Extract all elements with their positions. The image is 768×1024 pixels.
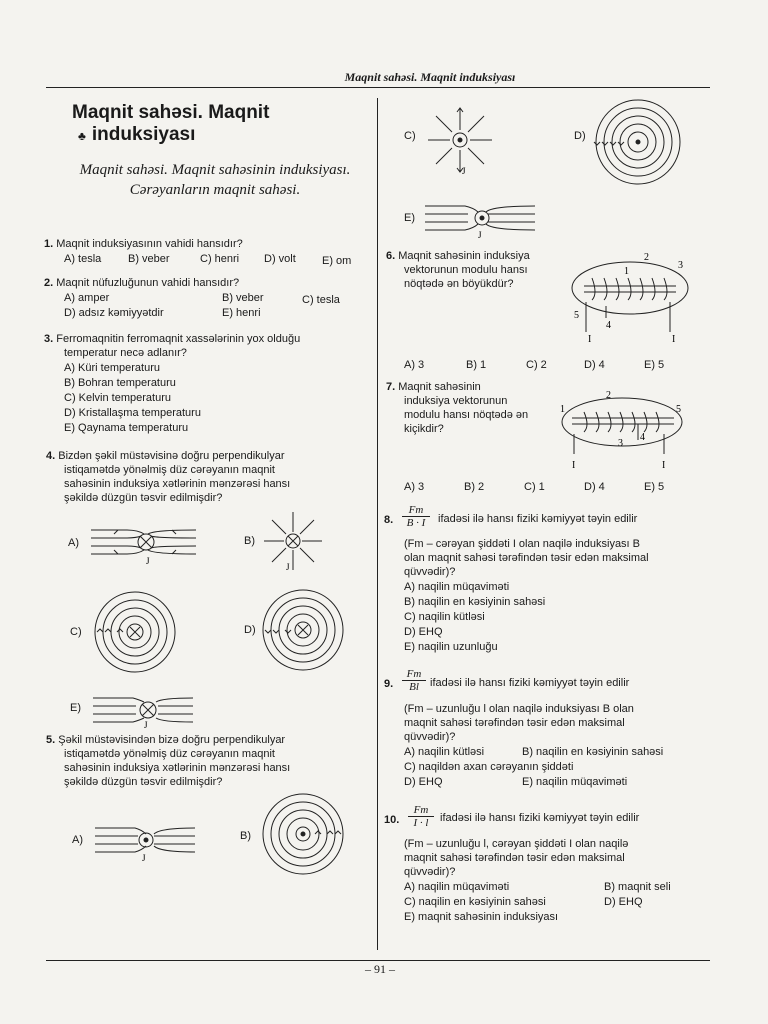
q9-formula: $\frac{Fm}{Bl}$ — [402, 668, 426, 693]
q2-option-e: E) henri — [222, 307, 261, 319]
q6-option-e: E) 5 — [644, 359, 665, 371]
q7-option-b: B) 2 — [464, 481, 485, 493]
q10-note-line-1: (Fm – uzunluğu l, cərəyan şiddəti I olan naqilə — [404, 838, 629, 850]
q1-option-d: D) volt — [264, 253, 296, 265]
q10-option-e: E) maqnit sahəsinin induksiyası — [404, 911, 559, 923]
q4-stem-line-4: şəkildə düzgün təsvir edilmişdir? — [64, 492, 223, 504]
q1-option-b: B) veber — [128, 253, 170, 265]
q2-option-d: D) adsız kəmiyyətdir — [64, 307, 164, 319]
q5-figure-a — [90, 814, 202, 864]
q9-note-line-2: maqnit sahəsi tərəfindən təsir edən maksimal — [404, 717, 625, 729]
column-divider — [377, 98, 378, 950]
svg-text:I: I — [662, 460, 666, 471]
q10-option-c: C) naqilin en kəsiyinin sahəsi — [404, 896, 546, 908]
q7-option-a: A) 3 — [404, 481, 425, 493]
q6-stem-line-2: vektorunun modulu hansı — [404, 264, 528, 276]
q4-figure-a — [86, 516, 206, 566]
q6-point-4: 4 — [606, 320, 611, 331]
q8-formula: $\frac{Fm}{B \cdot I}$ — [402, 504, 430, 529]
q6-point-1: 1 — [624, 266, 629, 277]
q3-option-d: D) Kristallaşma temperaturu — [64, 407, 201, 419]
q10-option-a: A) naqilin müqaviməti — [404, 881, 510, 893]
q9-option-a: A) naqilin kütləsi — [404, 746, 485, 758]
q3-option-b: B) Bohran temperaturu — [64, 377, 176, 389]
svg-text:I: I — [672, 334, 676, 344]
q8-option-b: B) naqilin en kəsiyinin sahəsi — [404, 596, 546, 608]
q9-note-line-3: qüvvədir)? — [404, 731, 456, 743]
q9-option-d: D) EHQ — [404, 776, 443, 788]
q10-option-d: D) EHQ — [604, 896, 643, 908]
chapter-title — [72, 102, 362, 147]
q8-option-d: D) EHQ — [404, 626, 443, 638]
q6-point-5: 5 — [574, 310, 579, 321]
q4-figure-c — [90, 590, 180, 680]
q8-note-line-2: olan maqnit sahəsi tərəfindən təsir edən maksimal — [404, 552, 649, 564]
q2-option-b: B) veber — [222, 292, 264, 304]
q7-option-e: E) 5 — [644, 481, 665, 493]
svg-text:I: I — [588, 334, 592, 344]
q5-label-d: D) — [574, 130, 586, 142]
title-marker: ♣ — [78, 129, 86, 143]
q7-stem-line-1: 7. Maqnit sahəsinin — [386, 381, 481, 393]
q2-stem: 2. Maqnit nüfuzluğunun vahidi hansıdır? — [44, 277, 240, 289]
q5-label-b: B) — [240, 830, 251, 842]
q4-label-e: E) — [70, 702, 81, 714]
q1-option-c: C) henri — [200, 253, 240, 265]
q7-stem-line-4: kiçikdir? — [404, 423, 444, 435]
q6-option-c: C) 2 — [526, 359, 547, 371]
q6-option-a: A) 3 — [404, 359, 425, 371]
q5-stem-line-3: sahəsinin induksiya xətlərinin mənzərəsi hansı — [64, 762, 291, 774]
q7-option-d: D) 4 — [584, 481, 605, 493]
q8-number: 8. — [384, 514, 394, 526]
q5-stem-line-2: istiqamətdə yönəlmiş düz cərəyanın maqnit — [64, 748, 275, 760]
q6-option-d: D) 4 — [584, 359, 605, 371]
q9-option-e: E) naqilin müqaviməti — [522, 776, 628, 788]
svg-text:J: J — [478, 230, 482, 240]
q10-stem: ifadəsi ilə hansı fiziki kəmiyyət təyin edilir — [440, 812, 640, 824]
q4-label-a: A) — [68, 537, 79, 549]
q10-formula: $\frac{Fm}{I \cdot l}$ — [408, 804, 434, 829]
q5-figure-c — [424, 104, 496, 176]
q3-stem-line-1: 3. Ferromaqnitin ferromaqnit xassələrinin yox olduğu — [44, 333, 301, 345]
q7-stem-line-3: modulu hansı nöqtədə ən — [404, 409, 529, 421]
q7-point-3: 3 — [618, 438, 623, 449]
q8-note-line-3: qüvvədir)? — [404, 566, 456, 578]
q7-solenoid-figure — [556, 384, 690, 474]
q9-note-line-1: (Fm – uzunluğu l olan naqilə induksiyası B olan — [404, 703, 634, 715]
q8-stem: ifadəsi ilə hansı fiziki kəmiyyət təyin edilir — [438, 513, 638, 525]
q7-point-5: 5 — [676, 404, 681, 415]
svg-text:J: J — [286, 562, 290, 572]
q4-stem-line-2: istiqamətdə yönəlmiş düz cərəyanın maqnit — [64, 464, 275, 476]
q4-label-b: B) — [244, 535, 255, 547]
page-number: – 91 – — [365, 962, 395, 976]
q8-option-e: E) naqilin uzunluğu — [404, 641, 498, 653]
q10-number: 10. — [384, 814, 400, 826]
svg-text:J: J — [462, 166, 466, 176]
q8-option-a: A) naqilin müqaviməti — [404, 581, 510, 593]
q2-option-c: C) tesla — [302, 294, 340, 306]
q8-note-line-1: (Fm – cərəyan şiddəti I olan naqilə induksiyası B — [404, 538, 641, 550]
q10-option-b: B) maqnit seli — [604, 881, 671, 893]
q5-stem-line-4: şəkildə düzgün təsvir edilmişdir? — [64, 776, 223, 788]
q5-figure-d — [592, 96, 684, 188]
q10-note-line-3: qüvvədir)? — [404, 866, 456, 878]
q6-stem-line-1: 6. Maqnit sahəsinin induksiya — [386, 250, 530, 262]
q1-option-a: A) tesla — [64, 253, 102, 265]
q7-point-2: 2 — [606, 390, 611, 401]
q6-solenoid-figure — [566, 248, 696, 344]
q5-label-a: A) — [72, 834, 83, 846]
q7-point-4: 4 — [640, 432, 645, 443]
q4-figure-b — [262, 510, 324, 572]
q5-figure-e — [420, 194, 540, 240]
q7-point-1: 1 — [560, 404, 565, 415]
q7-stem-line-2: induksiya vektorunun — [404, 395, 508, 407]
q4-stem-line-3: sahəsinin induksiya xətlərinin mənzərəsi hansı — [64, 478, 291, 490]
q4-figure-d — [258, 588, 348, 678]
q9-option-b: B) naqilin en kəsiyinin sahəsi — [522, 746, 664, 758]
q7-option-c: C) 1 — [524, 481, 545, 493]
header-rule — [46, 87, 710, 88]
q10-note-line-2: maqnit sahəsi tərəfindən təsir edən maksimal — [404, 852, 625, 864]
q9-number: 9. — [384, 678, 394, 690]
section-subtitle: Maqnit sahəsi. Maqnit sahəsinin induksiyası. Cərəyanların maqnit sahəsi. — [79, 162, 351, 198]
q4-figure-e — [88, 684, 198, 730]
title-line-2: induksiyası — [91, 124, 196, 145]
q4-stem-line-1: 4. Bizdən şəkil müstəvisinə doğru perpendikulyar — [46, 450, 285, 462]
svg-text:I: I — [572, 460, 576, 471]
q5-stem-line-1: 5. Şəkil müstəvisindən bizə doğru perpendikulyar — [46, 734, 286, 746]
q3-stem-line-2: temperatur necə adlanır? — [64, 347, 187, 359]
q8-option-c: C) naqilin kütləsi — [404, 611, 485, 623]
q6-point-2: 2 — [644, 252, 649, 263]
q4-label-c: C) — [70, 626, 82, 638]
title-line-1: Maqnit sahəsi. Maqnit — [72, 102, 270, 123]
footer-rule — [46, 960, 710, 961]
q3-option-e: E) Qaynama temperaturu — [64, 422, 189, 434]
q4-label-d: D) — [244, 624, 256, 636]
q1-option-e: E) om — [322, 255, 352, 267]
svg-text:J: J — [144, 720, 148, 730]
q3-option-c: C) Kelvin temperaturu — [64, 392, 171, 404]
q6-stem-line-3: nöqtədə ən böyükdür? — [404, 278, 514, 290]
q2-option-a: A) amper — [64, 292, 110, 304]
running-head: Maqnit sahəsi. Maqnit induksiyası — [344, 70, 516, 84]
q5-figure-b — [258, 790, 348, 880]
q1-stem: 1. Maqnit induksiyasının vahidi hansıdır? — [44, 238, 243, 250]
q5-label-e: E) — [404, 212, 415, 224]
q3-option-a: A) Küri temperaturu — [64, 362, 160, 374]
q9-stem: ifadəsi ilə hansı fiziki kəmiyyət təyin edilir — [430, 677, 630, 689]
q4-a-current-label: J — [146, 556, 150, 566]
q6-point-3: 3 — [678, 260, 683, 271]
q5-label-c: C) — [404, 130, 416, 142]
svg-text:J: J — [142, 853, 146, 863]
q9-option-c: C) naqildən axan cərəyanın şiddəti — [404, 761, 574, 773]
q6-option-b: B) 1 — [466, 359, 487, 371]
